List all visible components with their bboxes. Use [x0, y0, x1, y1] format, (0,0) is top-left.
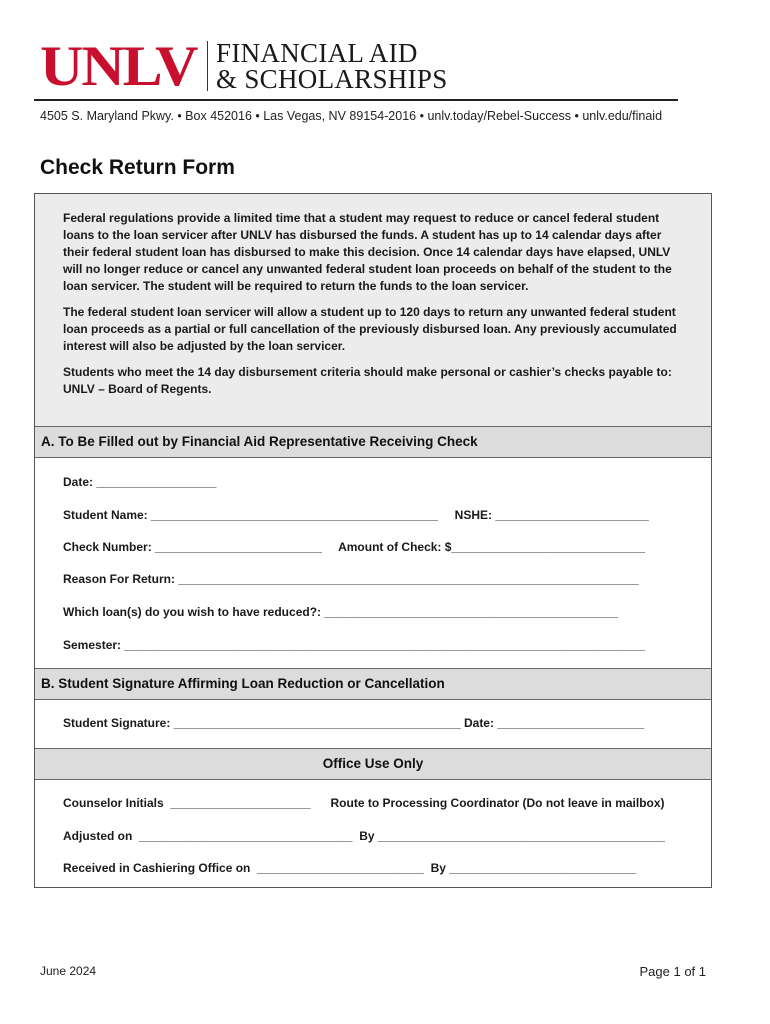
logo-line2: & SCHOLARSHIPS [216, 64, 448, 94]
semester-field[interactable]: Semester: ______________________________________________________________________________ [63, 638, 645, 652]
logo-wordmark: UNLV [40, 34, 197, 98]
counselor-initials-field[interactable]: Counselor Initials _____________________ Route to Processing Coordinator (Do not leave in mailbox) [63, 796, 665, 810]
section-b-header: B. Student Signature Affirming Loan Reduction or Cancellation [35, 668, 711, 700]
date-field[interactable]: Date: __________________ [63, 475, 217, 489]
check-number-field[interactable]: Check Number: _________________________ Amount of Check: $_____________________________ [63, 540, 645, 554]
loans-field[interactable]: Which loan(s) do you wish to have reduced?: ____________________________________________ [63, 605, 618, 619]
student-signature-field[interactable]: Student Signature: ___________________________________________ Date: ______________________ [63, 716, 645, 730]
unlv-logo [40, 34, 448, 98]
intro-paragraph-2: The federal student loan servicer will allow a student up to 120 days to return any unwanted federal student loan proceeds as a partial or full cancellation of the previously disbursed loan. Any previously accumulated interest will also be adjusted by the loan servicer. [63, 305, 677, 353]
logo-line1: FINANCIAL AID [216, 38, 418, 68]
footer-date: June 2024 [40, 964, 97, 978]
intro-panel [35, 194, 711, 426]
section-a-header: A. To Be Filled out by Financial Aid Representative Receiving Check [35, 426, 711, 458]
address-line: 4505 S. Maryland Pkwy. • Box 452016 • Las Vegas, NV 89154-2016 • unlv.today/Rebel-Success • unlv.edu/finaid [40, 109, 663, 123]
logo-divider [207, 41, 209, 91]
office-use-header: Office Use Only [35, 748, 711, 780]
reason-field[interactable]: Reason For Return: _____________________________________________________________________ [63, 572, 639, 586]
logo-department [216, 40, 448, 92]
intro-paragraph-3: Students who meet the 14 day disbursement criteria should make personal or cashier’s checks payable to: UNLV – Board of Regents. [63, 365, 672, 396]
page-title: Check Return Form [40, 156, 235, 179]
header-divider [34, 99, 678, 101]
page-number: Page 1 of 1 [639, 964, 706, 979]
adjusted-on-field[interactable]: Adjusted on ________________________________ By ___________________________________________ [63, 829, 665, 843]
student-name-field[interactable]: Student Name: ___________________________________________ NSHE: _______________________ [63, 508, 649, 522]
form-box [34, 193, 712, 888]
cashiering-received-field[interactable]: Received in Cashiering Office on _________________________ By ____________________________ [63, 861, 637, 875]
intro-paragraph-1: Federal regulations provide a limited time that a student may request to reduce or cancel federal student loans to the loan servicer after UNLV has disbursed the funds. A student has up to 14 calendar days after their federal student loan has disbursed to make this decision. Once 14 calendar days have elapsed, UNLV will no longer reduce or cancel any unwanted federal student loan proceeds on behalf of the student to the loan servicer. The student will be required to return the funds to the loan servicer. [63, 211, 672, 293]
